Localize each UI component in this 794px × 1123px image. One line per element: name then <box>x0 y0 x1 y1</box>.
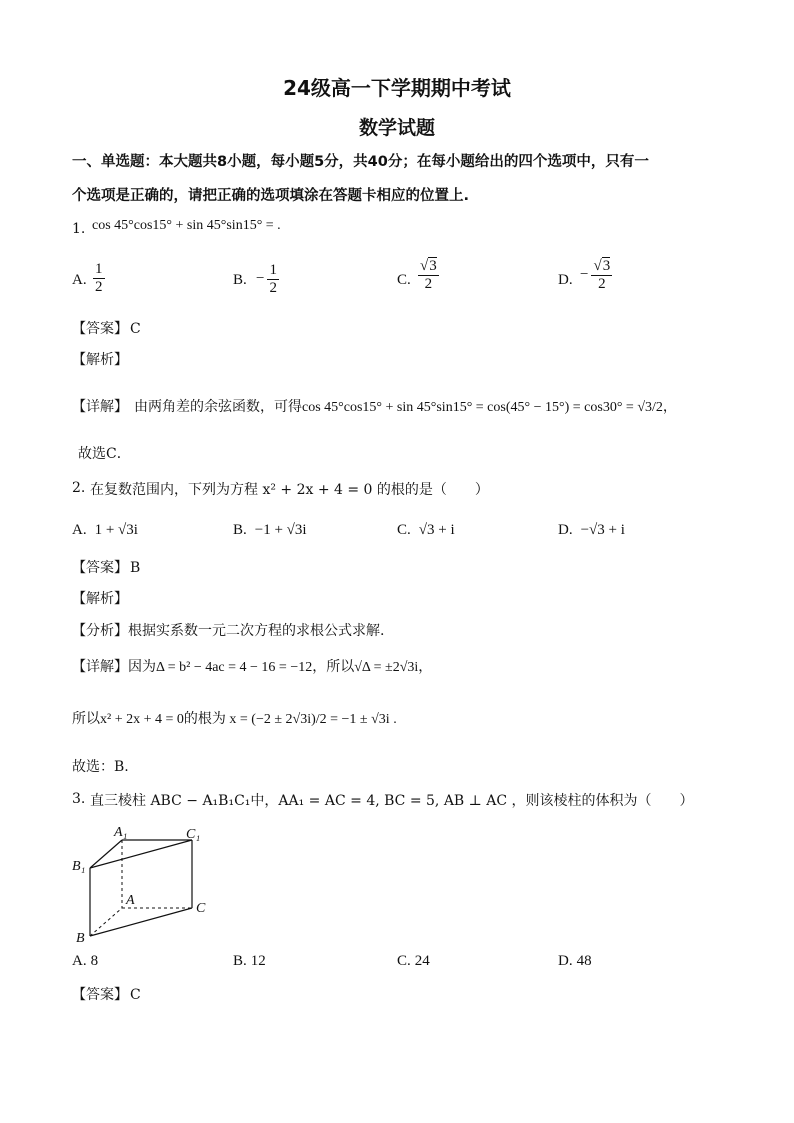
label-c1: C₁ <box>186 827 201 842</box>
q2-fenxi: 【分析】根据实系数一元二次方程的求根公式求解. <box>72 623 385 639</box>
q1-option-c: C. <box>397 272 411 288</box>
q1-option-d: D. <box>558 272 573 288</box>
q1-option-b: B. <box>233 272 247 288</box>
q1-detail: 【详解】 由两角差的余弦函数，可得cos 45°cos15° + sin 45°sin15° = cos(45° − 15°) = cos30° = √3/2， <box>72 399 677 415</box>
q2-option-d: D. −√3 + i <box>558 522 625 538</box>
label-b: B <box>76 931 85 946</box>
q1-option-b-fraction: − $\frac{1}{2}$ <box>256 262 277 296</box>
section-instruction-line1: 一、单选题：本大题共8小题，每小题5分，共40分；在每小题给出的四个选项中，只有一 <box>72 154 649 170</box>
q1-option-a-fraction: $\frac{1}{2}$ <box>95 261 103 295</box>
q1-option-d-fraction: − $\frac{√3}{2}$ <box>580 258 611 292</box>
q3-option-d: D. 48 <box>558 953 592 969</box>
q3-stem: 直三棱柱 ABC − A₁B₁C₁中，AA₁ = AC = 4, BC = 5, AB ⊥ AC ，则该棱柱的体积为（ ） <box>90 793 694 809</box>
q1-option-c-fraction: $\frac{√3}{2}$ <box>420 258 437 292</box>
q2-stem: 在复数范围内，下列为方程 x² + 2x + 4 = 0 的根的是（ ） <box>90 482 489 498</box>
q3-option-b: B. 12 <box>233 953 266 969</box>
q1-option-a: A. <box>72 272 87 288</box>
page-title: 24级高一下学期期中考试 <box>283 76 511 100</box>
q2-option-c: C. √3 + i <box>397 522 455 538</box>
q2-answer: 【答案】 B <box>72 560 141 576</box>
label-a: A <box>126 893 135 908</box>
q2-number: 2. <box>72 480 86 496</box>
q2-conclusion: 故选：B. <box>72 759 129 775</box>
q3-number: 3. <box>72 791 86 807</box>
q3-option-a: A. 8 <box>72 953 99 969</box>
q1-analysis-tag: 【解析】 <box>72 352 128 368</box>
q2-option-a: A. 1 + √3i <box>72 522 138 538</box>
q1-number: 1. <box>72 221 86 237</box>
q2-detail-line1: 【详解】因为Δ = b² − 4ac = 4 − 16 = −12，所以√Δ = ±2√3i， <box>72 659 433 675</box>
prism-figure <box>70 818 220 948</box>
q3-option-c: C. 24 <box>397 953 430 969</box>
label-c: C <box>196 901 206 916</box>
q1-conclusion: 故选C． <box>78 446 131 462</box>
label-a1: A₁ <box>114 825 128 840</box>
q2-option-b: B. −1 + √3i <box>233 522 307 538</box>
section-instruction-line2: 个选项是正确的，请把正确的选项填涂在答题卡相应的位置上. <box>72 188 470 204</box>
q2-detail-line2: 所以x² + 2x + 4 = 0的根为 x = (−2 ± 2√3i)/2 = −1 ± √3i . <box>72 712 397 727</box>
q1-answer: 【答案】 C <box>72 321 141 337</box>
label-b1: B₁ <box>72 859 86 874</box>
q3-answer: 【答案】 C <box>72 987 141 1003</box>
page-subtitle: 数学试题 <box>358 117 435 139</box>
q2-analysis-tag: 【解析】 <box>72 591 128 607</box>
q1-stem: cos 45°cos15° + sin 45°sin15° = . <box>92 218 281 233</box>
